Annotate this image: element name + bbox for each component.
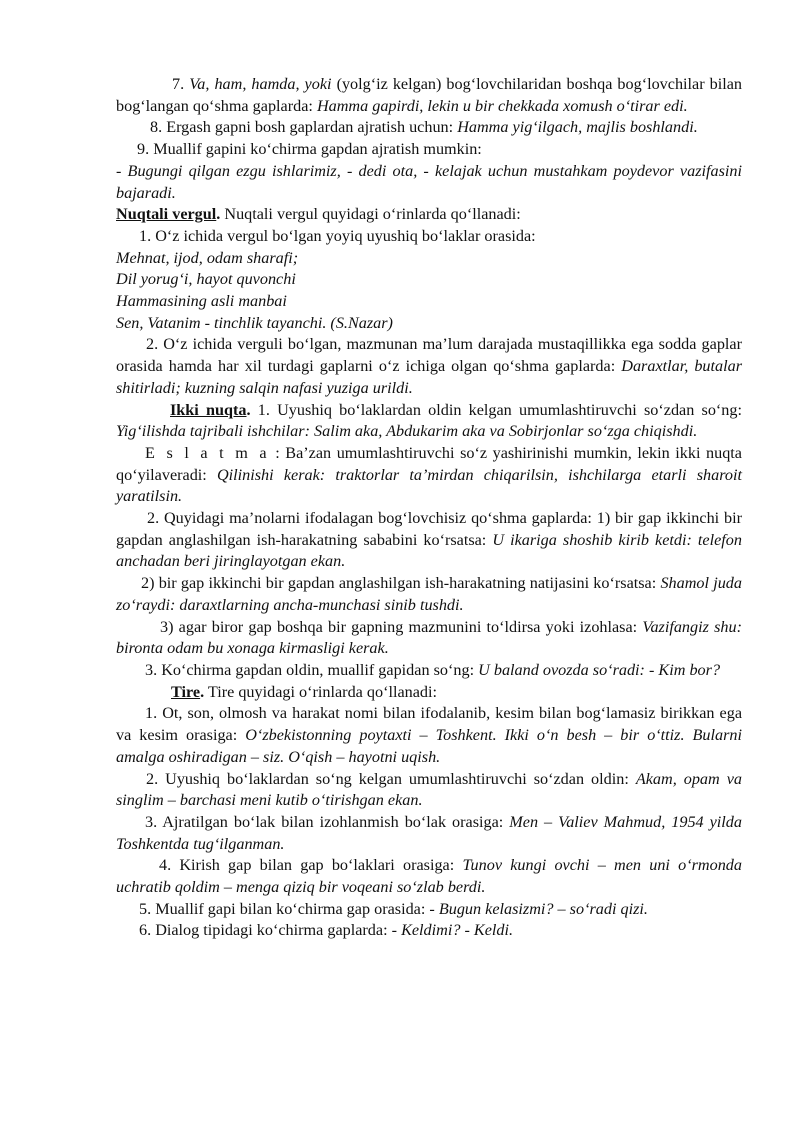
conjunction-list: Va, ham, hamda, yoki — [189, 75, 332, 93]
rule-text: 2. Quyidagi ma’nolarni ifodalagan bog‘lovchisiz qo‘shma gaplarda: 1) bir gap ikkinchi bir gapdan anglashilgan ish-harakatning sababini ko‘rsatsa: — [116, 509, 742, 549]
rule-text: 1. Ot, son, olmosh va harakat nomi bilan ifodalanib, kesim bilan bog‘lamasiz birikkan ega va kesim orasiga: — [116, 704, 742, 745]
ikki-nuqta-section — [116, 400, 742, 443]
rule-number: 7. — [172, 75, 190, 93]
rule-text: 3. Ajratilgan bo‘lak bilan izohlanmish bo‘lak orasiga: — [145, 812, 510, 831]
rule-text: 5. Muallif gapi bilan ko‘chirma gap orasida: — [139, 899, 430, 918]
rule-text: 1. Uyushiq bo‘laklardan oldin kelgan umumlashtiruvchi so‘zdan so‘ng: — [250, 400, 742, 419]
tire-item-3 — [116, 812, 742, 855]
rule-text: 3. Ko‘chirma gapdan oldin, muallif gapidan so‘ng: — [145, 660, 479, 679]
rule-text: 9. Muallif gapini ko‘chirma gapdan ajratish mumkin: — [137, 140, 482, 159]
rule-text: 6. Dialog tipidagi ko‘chirma gaplarda: - — [139, 921, 402, 940]
poem-line-4 — [116, 313, 742, 335]
example-text: U ikariga shoshib kirib ketdi: telefon anchadan beri jiringlayotgan ekan. — [116, 530, 742, 571]
example-text: Men – Valiev Mahmud, 1954 yilda Toshkentda tug‘ilganman. — [116, 812, 742, 853]
tire-heading — [116, 682, 742, 704]
note-label: E s l a t m a — [145, 443, 270, 462]
rule-9-example — [116, 161, 742, 204]
example-text: - Bugungi qilgan ezgu ishlarimiz, - dedi ota, - kelajak uchun mustahkam poydevor vazifasini bajaradi. — [116, 161, 742, 202]
example-text: - Bugun kelasizmi? – so‘radi qizi. — [429, 899, 648, 918]
example-text: Vazifangiz shu: bironta odam bu xonaga kirmasligi kerak. — [116, 617, 742, 658]
poem-line-3 — [116, 291, 742, 313]
ikki-item-2c — [116, 617, 742, 660]
example-text: Keldimi? - Keldi. — [401, 921, 514, 940]
rule-text: 1. O‘z ichida vergul bo‘lgan yoyiq uyushiq bo‘laklar orasida: — [139, 226, 536, 245]
note-text: : Ba’zan umumlashtiruvchi so‘z yashirinishi mumkin, lekin ikki nuqta qo‘yilaveradi: — [116, 443, 742, 484]
document-page — [116, 74, 742, 942]
tire-item-1 — [116, 703, 742, 768]
poem-text: Dil yorug‘i, hayot quvonchi — [116, 270, 296, 289]
section-title: Tire — [171, 682, 201, 701]
nuqtali-vergul-heading — [116, 204, 742, 226]
rule-text: 2) bir gap ikkinchi bir gapdan anglashilgan ish-harakatning natijasini ko‘rsatsa: — [141, 574, 661, 593]
tire-item-2 — [116, 769, 742, 812]
poem-text: Sen, Vatanim - tinchlik tayanchi. (S.Nazar) — [116, 313, 393, 332]
rule-8 — [116, 117, 742, 139]
title-dot: . — [216, 205, 221, 224]
example-text: Daraxtlar, butalar shitirladi; kuzning salqin nafasi yuziga urildi. — [116, 357, 742, 397]
section-title: Nuqtali vergul — [116, 205, 217, 224]
title-dot: . — [200, 682, 205, 701]
example-text: O‘zbekistonning poytaxti – Toshkent. Ikki o‘n besh – bir o‘ttiz. Bularni amalga oshiradigan – siz. O‘qish – hayotni uqish. — [116, 726, 742, 766]
rule-text: 2. O‘z ichida verguli bo‘lgan, mazmunan ma’lum darajada mustaqillikka ega sodda gaplar orasida hamda har xil turdagi gaplarni o‘z ichiga olgan qo‘shma gaplarda: — [116, 335, 742, 376]
poem-line-1 — [116, 248, 742, 270]
example-text: U baland ovozda so‘radi: - Kim bor? — [478, 660, 721, 679]
rule-9 — [116, 139, 742, 161]
example-text: Qilinishi kerak: traktorlar ta’mirdan chiqarilsin, ishchilarga etarli sharoit yaratilsin. — [116, 465, 742, 506]
title-dot: . — [246, 400, 251, 419]
poem-text: Mehnat, ijod, odam sharafi; — [116, 248, 299, 267]
rule-text: 3) agar biror gap boshqa bir gapning mazmunini to‘ldirsa yoki izohlasa: — [160, 617, 643, 636]
example-text: Shamol juda zo‘raydi: daraxtlarning ancha-munchasi sinib tushdi. — [116, 574, 742, 614]
nuqtali-item-1 — [116, 226, 742, 248]
section-title: Ikki nuqta — [170, 400, 247, 419]
poem-line-2 — [116, 269, 742, 291]
poem-text: Hammasining asli manbai — [116, 292, 287, 311]
example-text: Hamma yig‘ilgach, majlis boshlandi. — [457, 118, 698, 137]
tire-item-6 — [116, 920, 742, 942]
rule-text: 8. Ergash gapni bosh gaplardan ajratish uchun: — [150, 118, 458, 137]
example-text: Hamma gapirdi, lekin u bir chekkada xomush o‘tirar edi. — [316, 96, 688, 115]
example-text: Yig‘ilishda tajribali ishchilar: Salim aka, Abdukarim aka va Sobirjonlar so‘zga chiqishdi. — [116, 422, 698, 441]
example-text: Tunov kungi ovchi – men uni o‘rmonda uchratib qoldim – menga qiziq bir voqeani so‘zlab berdi. — [116, 856, 742, 897]
section-intro: Nuqtali vergul quyidagi o‘rinlarda qo‘llanadi: — [220, 205, 521, 224]
rule-text: (yolg‘iz kelgan) bog‘lovchilaridan boshqa bog‘lovchilar bilan bog‘langan qo‘shma gaplarda: — [116, 75, 743, 115]
rule-text: 4. Kirish gap bilan gap bo‘laklari orasiga: — [159, 856, 463, 875]
rule-7 — [116, 74, 742, 117]
eslatma-note — [116, 443, 742, 508]
ikki-item-2b — [116, 573, 742, 616]
ikki-item-2 — [116, 508, 742, 573]
tire-item-4 — [116, 855, 742, 898]
example-text: Akam, opam va singlim – barchasi meni kutib o‘tirishgan ekan. — [116, 769, 742, 810]
rule-text: 2. Uyushiq bo‘laklardan so‘ng kelgan umumlashtiruvchi so‘zdan oldin: — [146, 769, 636, 788]
nuqtali-item-2 — [116, 334, 742, 399]
tire-item-5 — [116, 899, 742, 921]
ikki-item-3 — [116, 660, 742, 682]
section-intro: Tire quyidagi o‘rinlarda qo‘llanadi: — [204, 682, 438, 701]
